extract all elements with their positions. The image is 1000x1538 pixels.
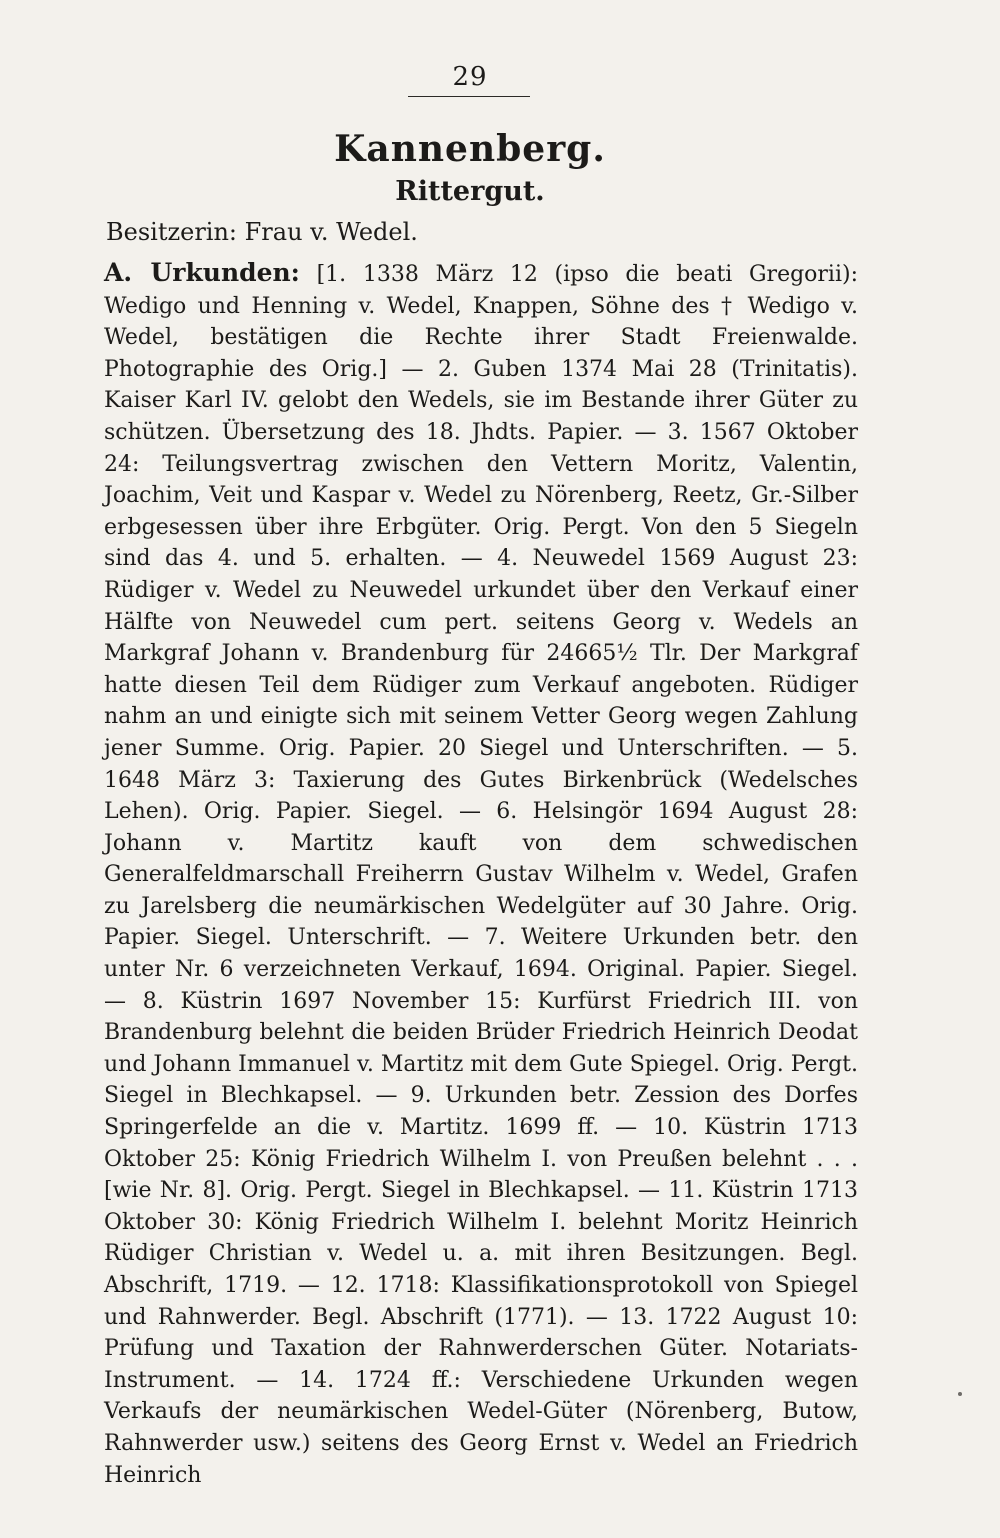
page-title: Kannenberg. xyxy=(334,128,606,170)
owner-line: Besitzerin: Frau v. Wedel. xyxy=(106,218,418,246)
page-number-rule xyxy=(408,96,530,97)
section-text: [1. 1338 März 12 (ipso die beati Gregorii): Wedigo und Henning v. Wedel, Knappen, Söhne des † Wedigo v. Wedel, bestätigen die Rechte ihrer Stadt Freienwalde. Photographie des Orig.] — 2. Guben 1374 Mai 28 (Trinitatis). Kaiser Karl IV. gelobt den Wedels, sie im Bestande ihrer Güter zu schützen. Übersetzung des 18. Jhdts. Papier. — 3. 1567 Oktober 24: Teilungsvertrag zwischen den Vettern Moritz, Valentin, Joachim, Veit und Kaspar v. Wedel zu Nörenberg, Reetz, Gr.-Silber erbgesessen über ihre Erbgüter. Orig. Pergt. Von den 5 Siegeln sind das 4. und 5. erhalten. — 4. Neuwedel 1569 August 23: Rüdiger v. Wedel zu Neuwedel urkundet über den Verkauf einer Hälfte von Neuwedel cum pert. seitens Georg v. Wedels an Markgraf Johann v. Brandenburg für 24665½ Tlr. Der Markgraf hatte diesen Teil dem Rüdiger zum Verkauf angeboten. Rüdiger nahm an und einigte sich mit seinem Vetter Georg wegen Zahlung jener Summe. Orig. Papier. 20 Siegel und Unterschriften. — 5. 1648 März 3: Taxierung des Gutes Birkenbrück (Wedelsches Lehen). Orig. Papier. Siegel. — 6. Helsingör 1694 August 28: Johann v. Martitz kauft von dem schwedischen Generalfeldmarschall Freiherrn Gustav Wilhelm v. Wedel, Grafen zu Jarelsberg die neumärkischen Wedelgüter auf 30 Jahre. Orig. Papier. Siegel. Unterschrift. — 7. Weitere Urkunden betr. den unter Nr. 6 verzeichneten Verkauf, 1694. Original. Papier. Siegel. — 8. Küstrin 1697 November 15: Kurfürst Friedrich III. von Brandenburg belehnt die beiden Brüder Friedrich Heinrich Deodat und Johann Immanuel v. Martitz mit dem Gute Spiegel. Orig. Pergt. Siegel in Blechkapsel. — 9. Urkunden betr. Zession des Dorfes Springerfelde an die v. Martitz. 1699 ff. — 10. Küstrin 1713 Oktober 25: König Friedrich Wilhelm I. von Preußen belehnt . . . [wie Nr. 8]. Orig. Pergt. Siegel in Blechkapsel. — 11. Küstrin 1713 Oktober 30: König Friedrich Wilhelm I. belehnt Moritz Heinrich Rüdiger Christian v. Wedel u. a. mit ihren Besitzungen. Begl. Abschrift, 1719. — 12. 1718: Klassifikationsprotokoll von Spiegel und Rahnwerder. Begl. Abschrift (1771). — 13. 1722 August 10: Prüfung und Taxation der Rahnwerderschen Güter. Notariats-Instrument. — 14. 1724 ff.: Verschiedene Urkunden wegen Verkaufs der neumärkischen Wedel-Güter (Nörenberg, Butow, Rahnwerder usw.) seitens des Georg Ernst v. Wedel an Friedrich Heinrich xyxy=(104,262,859,1488)
page-subtitle: Rittergut. xyxy=(395,176,545,207)
scan-speck xyxy=(958,1392,962,1396)
body-paragraph xyxy=(104,257,858,1491)
section-label: A. Urkunden: xyxy=(104,258,300,287)
page-number: 29 xyxy=(452,62,488,92)
